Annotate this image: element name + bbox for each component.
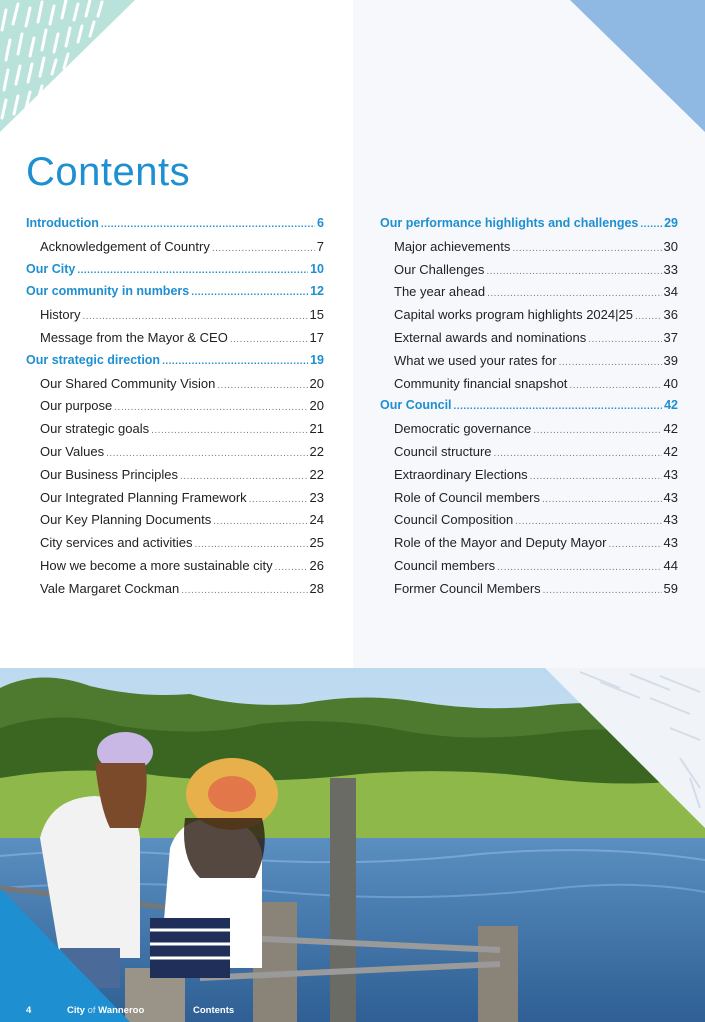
toc-entry-label: Our strategic direction — [26, 352, 161, 367]
lake-photo-children — [0, 668, 705, 1022]
toc-leader-dots — [181, 585, 307, 596]
footer-org-of: of — [87, 1005, 96, 1016]
toc-leader-dots — [249, 494, 308, 505]
toc-entry-page: 43 — [663, 489, 678, 505]
toc-entry-page: 22 — [309, 443, 324, 459]
toc-entry[interactable] — [26, 421, 324, 444]
toc-entry-label: Major achievements — [394, 238, 511, 254]
toc-entry[interactable] — [26, 307, 324, 330]
toc-entry-label: Community financial snapshot — [394, 375, 568, 391]
toc-entry-page: 59 — [663, 580, 678, 596]
toc-entry-page: 33 — [663, 261, 678, 277]
toc-entry-label: Our Shared Community Vision — [40, 375, 216, 391]
toc-entry-label: How we become a more sustainable city — [40, 557, 273, 573]
toc-entry-page: 24 — [309, 512, 324, 528]
toc-entry[interactable] — [26, 398, 324, 421]
toc-entry[interactable] — [380, 376, 678, 399]
toc-leader-dots — [512, 243, 661, 254]
toc-entry-page: 19 — [310, 352, 324, 367]
page-footer — [0, 1000, 705, 1022]
toc-entry[interactable] — [26, 239, 324, 262]
toc-entry-page: 42 — [663, 443, 678, 459]
toc-entry[interactable] — [380, 398, 678, 421]
toc-entry-label: External awards and nominations — [394, 329, 587, 345]
toc-leader-dots — [275, 562, 308, 573]
toc-entry[interactable] — [26, 262, 324, 285]
toc-entry-page: 37 — [663, 329, 678, 345]
toc-entry-label: Our Business Principles — [40, 466, 178, 482]
toc-entry-page: 23 — [309, 489, 324, 505]
toc-entry-label: Council Composition — [394, 512, 514, 528]
toc-entry-page: 6 — [317, 216, 324, 230]
toc-leader-dots — [180, 471, 308, 482]
toc-entry-page: 25 — [309, 535, 324, 551]
toc-entry-label: Our strategic goals — [40, 421, 150, 437]
toc-leader-dots — [106, 448, 307, 459]
toc-entry[interactable] — [380, 239, 678, 262]
toc-entry-page: 30 — [663, 238, 678, 254]
toc-entry[interactable] — [380, 216, 678, 239]
toc-entry-label: Council members — [394, 557, 496, 573]
footer-org-name: Wanneroo — [98, 1005, 145, 1016]
toc-leader-dots — [533, 425, 661, 436]
toc-leader-dots — [640, 219, 662, 230]
toc-entry[interactable] — [26, 558, 324, 581]
toc-leader-dots — [635, 311, 662, 322]
toc-leader-dots — [114, 402, 307, 413]
toc-entry-label: Introduction — [26, 216, 99, 230]
toc-leader-dots — [101, 219, 315, 230]
toc-leader-dots — [82, 311, 307, 322]
toc-leader-dots — [515, 516, 661, 527]
toc-leader-dots — [217, 380, 307, 391]
toc-entry-page: 15 — [309, 307, 324, 323]
toc-leader-dots — [212, 243, 315, 254]
toc-entry[interactable] — [380, 444, 678, 467]
toc-entry-label: Role of the Mayor and Deputy Mayor — [394, 535, 607, 551]
footer-section-name: Contents — [193, 1005, 235, 1016]
toc-entry[interactable] — [380, 535, 678, 558]
toc-leader-dots — [542, 494, 662, 505]
toc-entry[interactable] — [380, 353, 678, 376]
toc-entry[interactable] — [26, 467, 324, 490]
toc-leader-dots — [230, 334, 308, 345]
toc-leader-dots — [494, 448, 662, 459]
toc-entry-page: 43 — [663, 466, 678, 482]
toc-entry-page: 20 — [309, 375, 324, 391]
toc-entry-page: 43 — [663, 535, 678, 551]
toc-entry-label: Former Council Members — [394, 580, 541, 596]
toc-leader-dots — [162, 356, 308, 367]
footer-organisation — [67, 1005, 144, 1016]
toc-entry-label: The year ahead — [394, 284, 486, 300]
toc-entry-page: 39 — [663, 352, 678, 368]
toc-entry[interactable] — [380, 307, 678, 330]
toc-entry-page: 28 — [309, 580, 324, 596]
toc-entry-page: 26 — [309, 557, 324, 573]
toc-right-column — [380, 216, 678, 604]
toc-leader-dots — [194, 539, 307, 550]
toc-entry-page: 36 — [663, 307, 678, 323]
toc-leader-dots — [191, 287, 308, 298]
toc-leader-dots — [454, 401, 663, 412]
toc-entry[interactable] — [26, 376, 324, 399]
toc-entry-page: 44 — [663, 557, 678, 573]
toc-entry[interactable] — [380, 330, 678, 353]
toc-entry[interactable] — [26, 444, 324, 467]
toc-leader-dots — [569, 380, 661, 391]
toc-entry-page: 42 — [664, 398, 678, 413]
toc-entry-label: Extraordinary Elections — [394, 466, 528, 482]
toc-entry[interactable] — [380, 581, 678, 604]
toc-entry[interactable] — [380, 490, 678, 513]
toc-entry-page: 17 — [309, 329, 324, 345]
toc-leader-dots — [543, 585, 662, 596]
toc-entry-page: 29 — [664, 216, 678, 230]
toc-entry-page: 34 — [663, 284, 678, 300]
toc-entry-label: Our Council — [380, 398, 452, 413]
toc-entry[interactable] — [380, 284, 678, 307]
toc-entry[interactable] — [380, 512, 678, 535]
toc-left-column — [26, 216, 324, 604]
toc-leader-dots — [486, 266, 661, 277]
top-left-pattern-decoration — [0, 0, 140, 135]
toc-entry[interactable] — [380, 558, 678, 581]
toc-leader-dots — [608, 539, 661, 550]
toc-leader-dots — [151, 425, 307, 436]
toc-entry-label: Our community in numbers — [26, 284, 190, 299]
toc-leader-dots — [497, 562, 661, 573]
toc-entry-label: What we used your rates for — [394, 352, 557, 368]
top-right-blue-triangle — [570, 0, 705, 135]
toc-entry-label: Vale Margaret Cockman — [40, 580, 180, 596]
toc-leader-dots — [530, 471, 662, 482]
toc-entry[interactable] — [26, 490, 324, 513]
toc-entry-page: 21 — [309, 421, 324, 437]
toc-entry-page: 43 — [663, 512, 678, 528]
toc-entry-page: 20 — [309, 398, 324, 414]
toc-entry[interactable] — [26, 512, 324, 535]
toc-entry-page: 12 — [310, 284, 324, 299]
toc-leader-dots — [559, 357, 662, 368]
toc-leader-dots — [588, 334, 661, 345]
toc-entry-label: Our Values — [40, 443, 105, 459]
toc-entry-label: History — [40, 307, 81, 323]
toc-entry[interactable] — [26, 581, 324, 604]
toc-entry-label: Our Integrated Planning Framework — [40, 489, 247, 505]
toc-entry-label: Capital works program highlights 2024|25 — [394, 307, 633, 323]
toc-entry[interactable] — [380, 421, 678, 444]
toc-entry-label: Our City — [26, 261, 76, 276]
toc-entry-label: Our performance highlights and challenges — [380, 216, 639, 230]
toc-entry-page: 22 — [309, 466, 324, 482]
toc-entry[interactable] — [380, 262, 678, 285]
toc-entry[interactable] — [26, 535, 324, 558]
toc-entry-label: Acknowledgement of Country — [40, 238, 210, 254]
toc-entry-label: Role of Council members — [394, 489, 540, 505]
toc-entry-label: Our Challenges — [394, 261, 485, 277]
toc-leader-dots — [213, 516, 307, 527]
toc-entry-label: Our Key Planning Documents — [40, 512, 212, 528]
footer-org-city: City — [67, 1005, 85, 1016]
toc-entry[interactable] — [380, 467, 678, 490]
toc-entry[interactable] — [26, 330, 324, 353]
toc-entry-label: Our purpose — [40, 398, 113, 414]
toc-entry-page: 42 — [663, 421, 678, 437]
toc-entry-page: 40 — [663, 375, 678, 391]
toc-entry[interactable] — [26, 284, 324, 307]
toc-entry[interactable] — [26, 216, 324, 239]
toc-leader-dots — [77, 265, 308, 276]
page-title: Contents — [26, 150, 191, 194]
footer-page-number: 4 — [26, 1005, 32, 1016]
toc-entry-label: Democratic governance — [394, 421, 532, 437]
toc-leader-dots — [487, 288, 661, 299]
toc-entry-label: Council structure — [394, 443, 492, 459]
toc-entry-label: City services and activities — [40, 535, 193, 551]
toc-entry-page: 7 — [316, 238, 324, 254]
toc-entry-label: Message from the Mayor & CEO — [40, 329, 228, 345]
toc-entry-page: 10 — [310, 261, 324, 276]
toc-entry[interactable] — [26, 353, 324, 376]
